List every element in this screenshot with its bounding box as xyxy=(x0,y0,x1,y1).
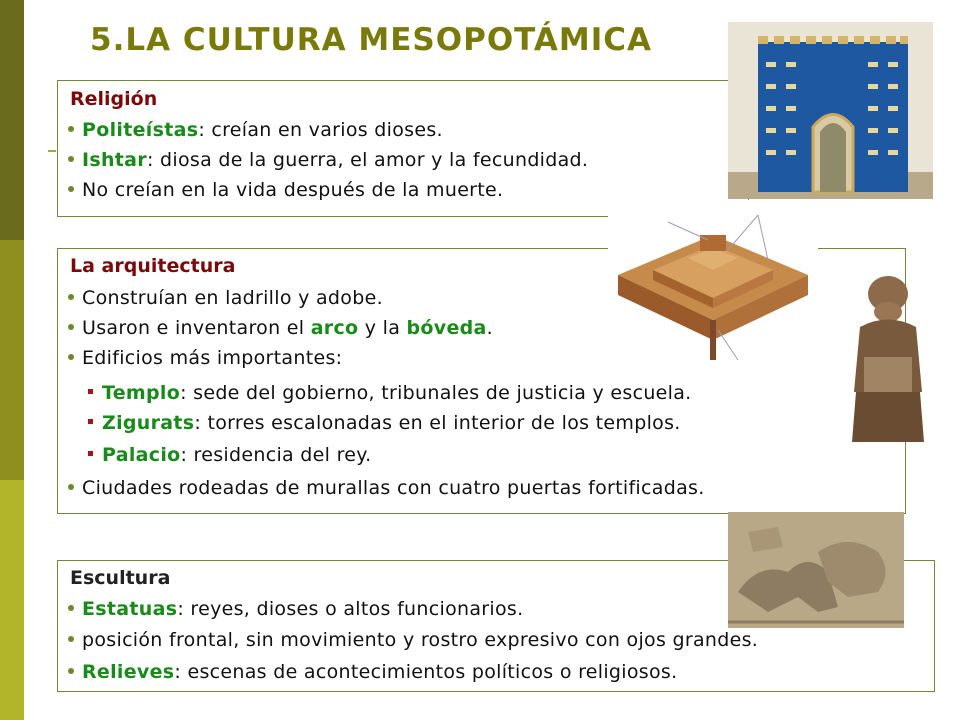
keyword: Templo xyxy=(102,382,181,404)
bullet-dot-icon xyxy=(68,354,74,360)
item-text: Ciudades rodeadas de murallas con cuatro puertas fortificadas. xyxy=(82,477,705,499)
religion-heading: Religión xyxy=(70,88,158,110)
keyword: Politeístas xyxy=(82,119,199,141)
religion-item xyxy=(68,119,443,141)
sidebar-strip-bottom xyxy=(0,480,24,720)
sidebar-strip-middle xyxy=(0,240,24,480)
bullet-dot-icon xyxy=(68,668,74,674)
item-text: : sede del gobierno, tribunales de justicia y escuela. xyxy=(180,382,692,404)
arquitectura-heading: La arquitectura xyxy=(70,255,236,277)
item-text: . xyxy=(486,317,493,339)
arquitectura-item xyxy=(68,347,342,369)
arquitectura-subitem xyxy=(88,412,681,434)
arquitectura-item xyxy=(68,477,705,499)
religion-item xyxy=(68,179,503,201)
arquitectura-subitem xyxy=(88,382,692,404)
item-text: No creían en la vida después de la muerte. xyxy=(82,179,504,201)
item-text: y la xyxy=(358,317,407,339)
bullet-dot-icon xyxy=(68,294,74,300)
bullet-dot-icon xyxy=(68,605,74,611)
keyword: Palacio xyxy=(102,444,181,466)
arquitectura-item xyxy=(68,287,383,309)
escultura-item xyxy=(68,661,677,683)
religion-item xyxy=(68,149,588,171)
item-text: : diosa de la guerra, el amor y la fecundidad. xyxy=(146,149,589,171)
slide-title: 5.LA CULTURA MESOPOTÁMICA xyxy=(90,22,653,58)
keyword: Zigurats xyxy=(102,412,195,434)
item-text: Edificios más importantes: xyxy=(82,347,343,369)
bullet-dot-icon xyxy=(68,636,74,642)
item-text: posición frontal, sin movimiento y rostro expresivo con ojos grandes. xyxy=(82,629,759,651)
bullet-square-icon xyxy=(88,389,93,394)
item-text: : residencia del rey. xyxy=(180,444,372,466)
arquitectura-item xyxy=(68,317,493,339)
bullet-dot-icon xyxy=(68,126,74,132)
keyword: bóveda xyxy=(406,317,487,339)
sumerian-statue-image xyxy=(846,272,930,444)
item-text: : reyes, dioses o altos funcionarios. xyxy=(177,598,524,620)
keyword: Relieves xyxy=(82,661,175,683)
ishtar-gate-image xyxy=(728,22,933,199)
decorative-line xyxy=(48,150,56,152)
keyword: arco xyxy=(310,317,359,339)
item-text: : creían en varios dioses. xyxy=(198,119,443,141)
bullet-dot-icon xyxy=(68,484,74,490)
escultura-heading: Escultura xyxy=(70,567,171,589)
bullet-dot-icon xyxy=(68,186,74,192)
assyrian-relief-image xyxy=(728,512,904,628)
escultura-item xyxy=(68,598,523,620)
keyword: Ishtar xyxy=(82,149,147,171)
ziggurat-diagram-image xyxy=(608,200,818,372)
escultura-item xyxy=(68,629,758,651)
bullet-dot-icon xyxy=(68,156,74,162)
bullet-square-icon xyxy=(88,451,93,456)
item-text: : torres escalonadas en el interior de los templos. xyxy=(194,412,681,434)
sidebar-strip-top xyxy=(0,0,24,240)
keyword: Estatuas xyxy=(82,598,178,620)
bullet-dot-icon xyxy=(68,324,74,330)
religion-box xyxy=(57,80,749,217)
bullet-square-icon xyxy=(88,419,93,424)
item-text: Usaron e inventaron el xyxy=(82,317,311,339)
item-text: : escenas de acontecimientos políticos o religiosos. xyxy=(174,661,678,683)
item-text: Construían en ladrillo y adobe. xyxy=(82,287,383,309)
arquitectura-subitem xyxy=(88,444,371,466)
